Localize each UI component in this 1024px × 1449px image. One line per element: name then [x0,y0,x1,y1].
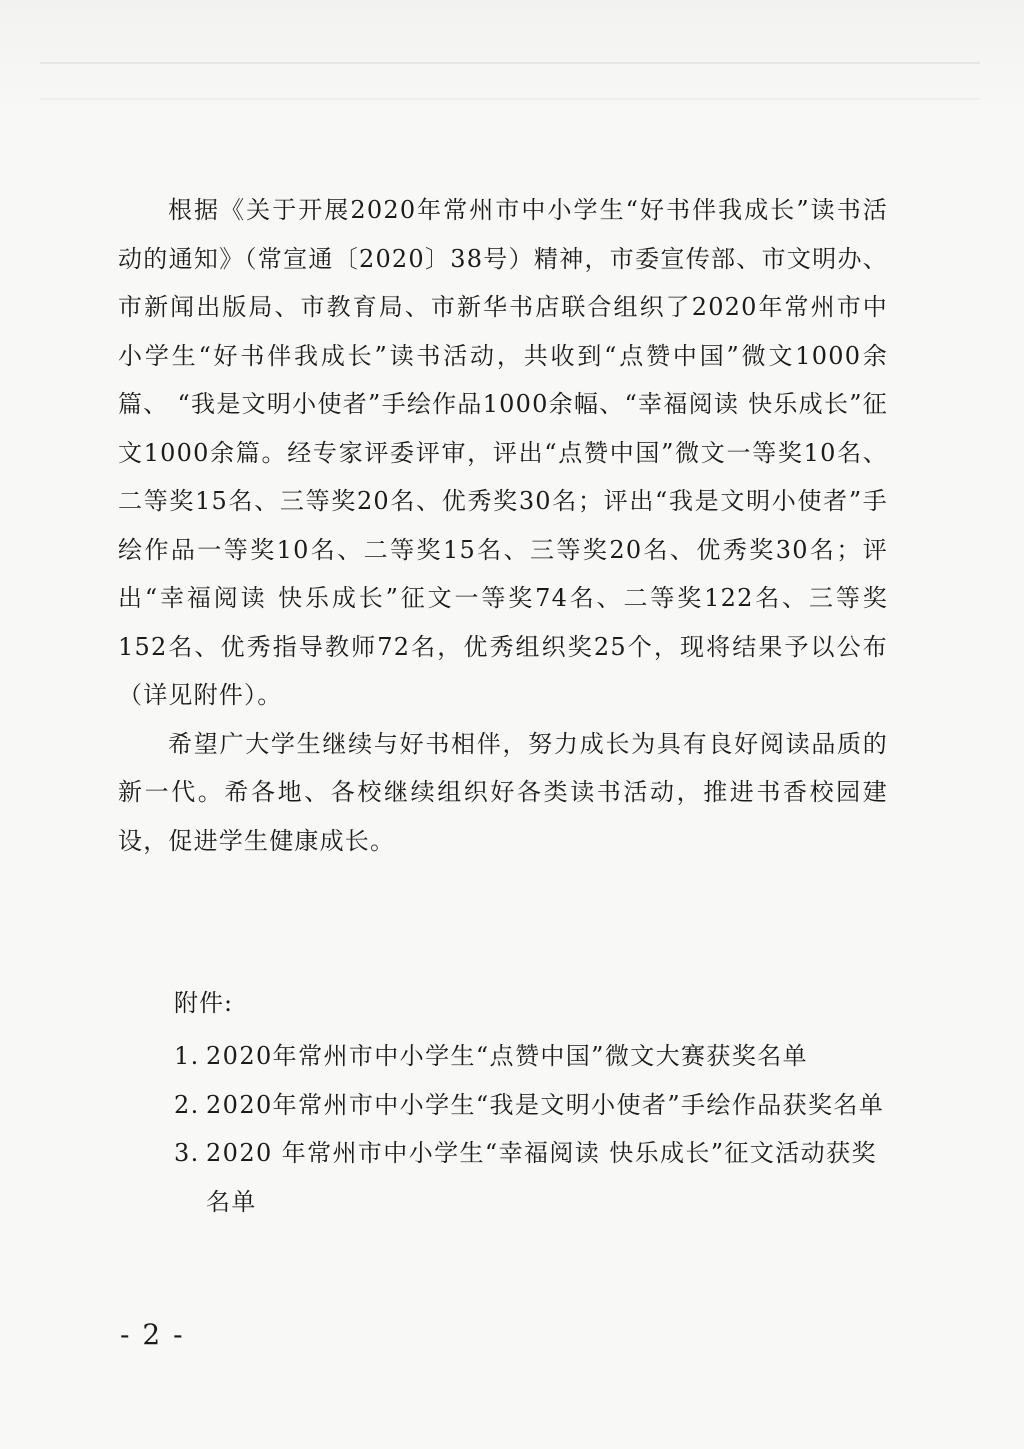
attachment-item [174,1032,894,1081]
attachment-text: 2020年常州市中小学生“点赞中国”微文大赛获奖名单 [206,1042,809,1070]
attachment-item [174,1081,894,1130]
attachments-list [174,1032,894,1226]
body-paragraph-group [118,186,888,865]
attachment-text: 2020 年常州市中小学生“幸福阅读 快乐成长”征文活动获奖名单 [206,1139,877,1216]
body-paragraph-1: 根据《关于开展2020年常州市中小学生“好书伴我成长”读书活动的通知》（常宣通〔2020〕38号）精神，市委宣传部、市文明办、市新闻出版局、市教育局、市新华书店联合组织了2020年常州市中小学生“好书伴我成长”读书活动，共收到“点赞中国”微文1000余篇、 “我是文明小使者”手绘作品1000余幅、“幸福阅读 快乐成长”征文1000余篇。经专家评委评审，评出“点赞中国”微文一等奖10名、二等奖15名、三等奖20名、优秀奖30名；评出“我是文明小使者”手绘作品一等奖10名、二等奖15名、三等奖20名、优秀奖30名；评出“幸福阅读 快乐成长”征文一等奖74名、二等奖122名、三等奖152名、优秀指导教师72名，优秀组织奖25个，现将结果予以公布（详见附件）。 [118,196,888,709]
attachment-text: 2020年常州市中小学生“我是文明小使者”手绘作品获奖名单 [206,1090,885,1119]
scan-artifact [40,98,980,100]
page-number: - 2 - [120,1318,185,1351]
body-paragraph-2: 希望广大学生继续与好书相伴，努力成长为具有良好阅读品质的新一代。希各地、各校继续组织好各类读书活动，推进书香校园建设，促进学生健康成长。 [118,729,888,855]
attachment-item [174,1129,894,1226]
scan-artifact [40,62,980,64]
attachment-number: 2. [174,1090,200,1119]
attachment-number: 3. [174,1139,200,1167]
attachment-number: 1. [174,1042,200,1070]
attachments-title: 附件: [174,989,234,1017]
